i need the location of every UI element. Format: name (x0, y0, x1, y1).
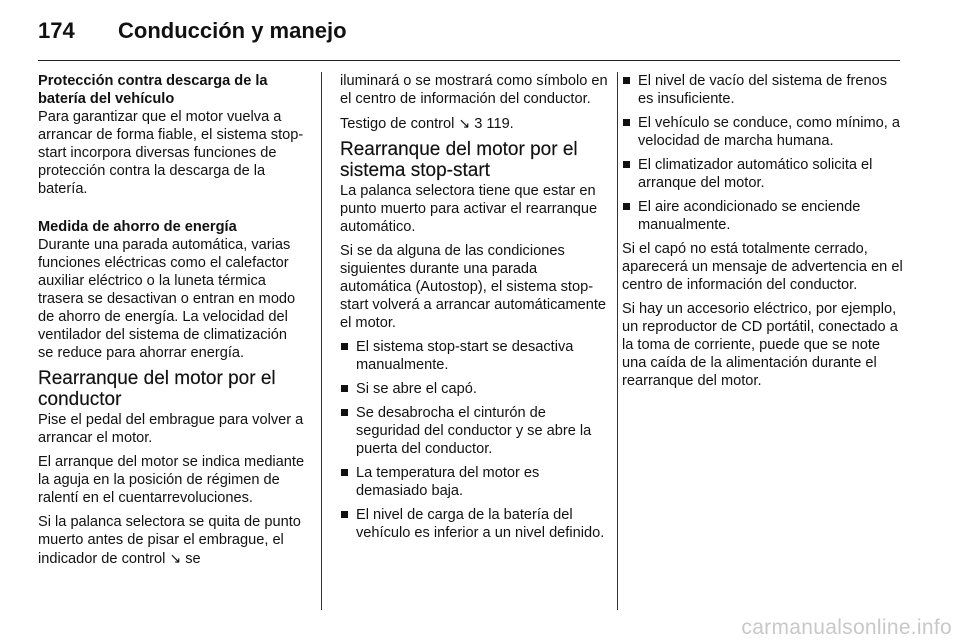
list-item (340, 506, 608, 542)
list-item (340, 380, 608, 398)
list-item (622, 72, 904, 108)
page-title: Conducción y manejo (118, 18, 347, 43)
page-header (38, 10, 900, 61)
bullet-square-icon (623, 161, 630, 168)
paragraph: Durante una parada automática, varias funciones eléctricas como el calefactor auxiliar eléctrico o la luneta térmica trasera se desactivan o entran en modo de ahorro de energía. La velocidad del ventilador del sistema de climatización se reduce para ahorrar energía. (38, 237, 296, 361)
list-item (340, 338, 608, 374)
list-item (622, 114, 904, 150)
bullet-square-icon (341, 343, 348, 350)
paragraph (38, 513, 306, 568)
list-item-text: Se desabrocha el cinturón de seguridad del conductor y se abre la puerta del conductor. (356, 405, 592, 457)
list-item (340, 404, 608, 458)
bullet-square-icon (341, 385, 348, 392)
section-heading-system-restart: Rearranque del motor por el sistema stop-start (340, 139, 578, 181)
paragraph: Para garantizar que el motor vuelva a arrancar de forma fiable, el sistema stop-start incorpora diversas funciones de protección contra la descarga de la batería. (38, 109, 304, 197)
paragraph: iluminará o se mostrará como símbolo en el centro de información del conductor. (340, 73, 608, 107)
list-item (622, 198, 904, 234)
paragraph: Si el capó no está totalmente cerrado, aparecerá un mensaje de advertencia en el centro de información del conductor. (622, 241, 903, 293)
column-2 (340, 72, 608, 548)
bullet-square-icon (623, 77, 630, 84)
column-divider (617, 72, 618, 610)
paragraph: La palanca selectora tiene que estar en punto muerto para activar el rearranque automático. (340, 183, 598, 235)
watermark-text: carmanualsonline.info (741, 616, 952, 639)
section-heading-driver-restart: Rearranque del motor por el conductor (38, 368, 276, 410)
bullet-square-icon (623, 119, 630, 126)
list-item-text: El sistema stop-start se desactiva manualmente. (356, 339, 574, 373)
page-reference: 3 119. (474, 116, 514, 132)
column-1 (38, 72, 306, 574)
paragraph: Pise el pedal del embrague para volver a arrancar el motor. (38, 412, 304, 446)
paragraph (340, 114, 608, 133)
list-item-text: El climatizador automático solicita el arranque del motor. (638, 157, 873, 191)
stop-start-indicator-icon: ↘ (169, 550, 182, 566)
bullet-square-icon (341, 469, 348, 476)
list-item-text: El nivel de vacío del sistema de frenos es insuficiente. (638, 73, 888, 107)
list-item (622, 156, 904, 192)
bullet-square-icon (341, 409, 348, 416)
list-item-text: El nivel de carga de la batería del vehículo es inferior a un nivel definido. (356, 507, 605, 541)
paragraph: Si hay un accesorio eléctrico, por ejemplo, un reproductor de CD portátil, conectado a la toma de corriente, puede que se note una caída de la alimentación durante el rearranque del motor. (622, 301, 898, 389)
list-item-text: El vehículo se conduce, como mínimo, a velocidad de marcha humana. (638, 115, 901, 149)
bullet-square-icon (341, 511, 348, 518)
bullet-square-icon (623, 203, 630, 210)
paragraph: El arranque del motor se indica mediante la aguja en la posición de régimen de ralentí en el cuentarrevoluciones. (38, 454, 305, 506)
column-divider (321, 72, 322, 610)
page-number: 174 (38, 18, 75, 43)
list-item-text: El aire acondicionado se enciende manualmente. (638, 199, 861, 233)
paragraph-text: Si la palanca selectora se quita de punto muerto antes de pisar el embrague, el indicador de control (38, 514, 301, 567)
column-3 (622, 72, 904, 396)
stop-start-indicator-icon: ↘ (458, 115, 471, 131)
subheading-battery-protection: Protección contra descarga de la batería del vehículo (38, 73, 268, 107)
list-item-text: Si se abre el capó. (356, 381, 477, 397)
paragraph: Si se da alguna de las condiciones siguientes durante una parada automática (Autostop), el sistema stop-start volverá a arrancar automáticamente el motor. (340, 243, 607, 331)
paragraph-text: se (185, 551, 201, 567)
subheading-energy-saving: Medida de ahorro de energía (38, 219, 237, 235)
list-item-text: La temperatura del motor es demasiado baja. (356, 465, 540, 499)
paragraph-text: Testigo de control (340, 116, 455, 132)
list-item (340, 464, 608, 500)
